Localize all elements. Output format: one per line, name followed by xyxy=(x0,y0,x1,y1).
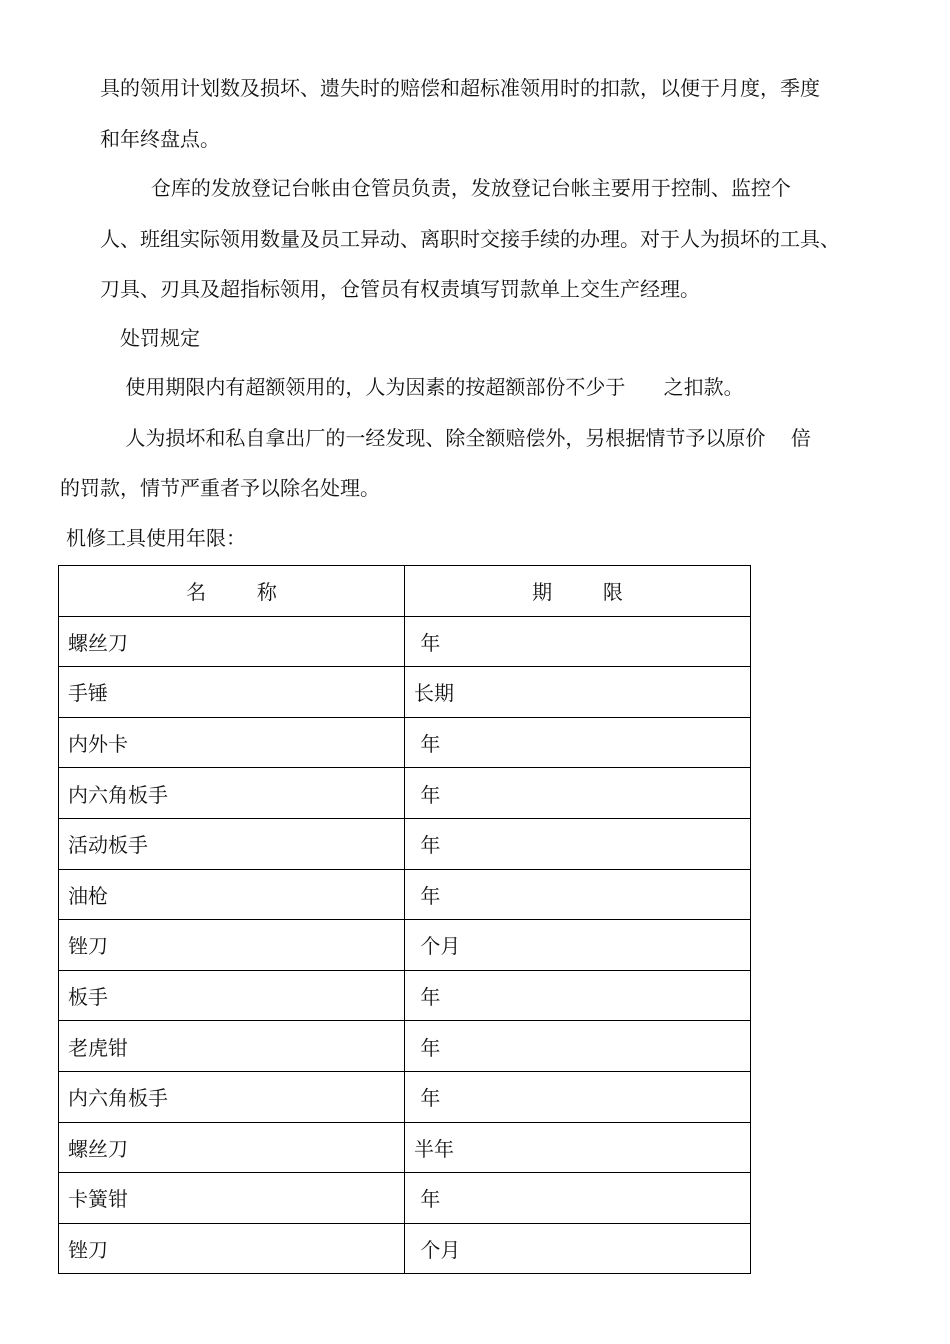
table-row xyxy=(59,970,751,1021)
table-row xyxy=(59,768,751,819)
table-header-row xyxy=(59,566,751,617)
tool-period-cell: 个月 xyxy=(405,920,751,971)
paragraph-line: 使用期限内有超额领用的，人为因素的按超额部份不少于 之扣款。 xyxy=(100,375,744,399)
tool-period-cell: 年 xyxy=(405,616,751,667)
table-row xyxy=(59,1223,751,1274)
table-row xyxy=(59,818,751,869)
tool-period-cell: 年 xyxy=(405,869,751,920)
column-header-name: 名 称 xyxy=(59,566,405,617)
table-row xyxy=(59,920,751,971)
tool-name-cell: 螺丝刀 xyxy=(59,616,405,667)
tool-name-cell: 手锤 xyxy=(59,667,405,718)
tool-name-cell: 内六角板手 xyxy=(59,768,405,819)
table-row xyxy=(59,667,751,718)
tool-name-cell: 内外卡 xyxy=(59,717,405,768)
tool-period-cell: 年 xyxy=(405,1021,751,1072)
tool-period-cell: 年 xyxy=(405,1071,751,1122)
table-row xyxy=(59,1122,751,1173)
table-row xyxy=(59,717,751,768)
tool-period-cell: 个月 xyxy=(405,1223,751,1274)
tool-name-cell: 活动板手 xyxy=(59,818,405,869)
tool-name-cell: 老虎钳 xyxy=(59,1021,405,1072)
tool-period-cell: 年 xyxy=(405,970,751,1021)
table-row xyxy=(59,616,751,667)
tool-name-cell: 锉刀 xyxy=(59,1223,405,1274)
paragraph-line: 刀具、刃具及超指标领用，仓管员有权责填写罚款单上交生产经理。 xyxy=(100,277,700,301)
tool-period-cell: 长期 xyxy=(405,667,751,718)
paragraph-line: 和年终盘点。 xyxy=(100,127,220,151)
paragraph-line: 人为损坏和私自拿出厂的一经发现、除全额赔偿外，另根据情节予以原价 倍 xyxy=(100,426,811,450)
paragraph-line: 人、班组实际领用数量及员工异动、离职时交接手续的办理。对于人为损坏的工具、 xyxy=(100,227,840,251)
table-row xyxy=(59,1021,751,1072)
tool-period-cell: 年 xyxy=(405,1173,751,1224)
table-row xyxy=(59,869,751,920)
paragraph-line: 仓库的发放登记台帐由仓管员负责，发放登记台帐主要用于控制、监控个 xyxy=(100,176,791,200)
tool-name-cell: 油枪 xyxy=(59,869,405,920)
tool-name-cell: 螺丝刀 xyxy=(59,1122,405,1173)
tool-name-cell: 内六角板手 xyxy=(59,1071,405,1122)
table-caption: 机修工具使用年限： xyxy=(66,526,246,550)
tool-lifespan-table xyxy=(58,565,751,1274)
tool-period-cell: 年 xyxy=(405,717,751,768)
tool-name-cell: 板手 xyxy=(59,970,405,1021)
paragraph-line: 具的领用计划数及损坏、遗失时的赔偿和超标准领用时的扣款，以便于月度，季度 xyxy=(100,76,820,100)
tool-period-cell: 半年 xyxy=(405,1122,751,1173)
paragraph-line: 的罚款，情节严重者予以除名处理。 xyxy=(60,476,380,500)
table-row xyxy=(59,1071,751,1122)
tool-period-cell: 年 xyxy=(405,768,751,819)
section-heading: 处罚规定 xyxy=(120,326,200,350)
tool-name-cell: 锉刀 xyxy=(59,920,405,971)
tool-name-cell: 卡簧钳 xyxy=(59,1173,405,1224)
column-header-period: 期 限 xyxy=(405,566,751,617)
table-row xyxy=(59,1173,751,1224)
tool-period-cell: 年 xyxy=(405,818,751,869)
